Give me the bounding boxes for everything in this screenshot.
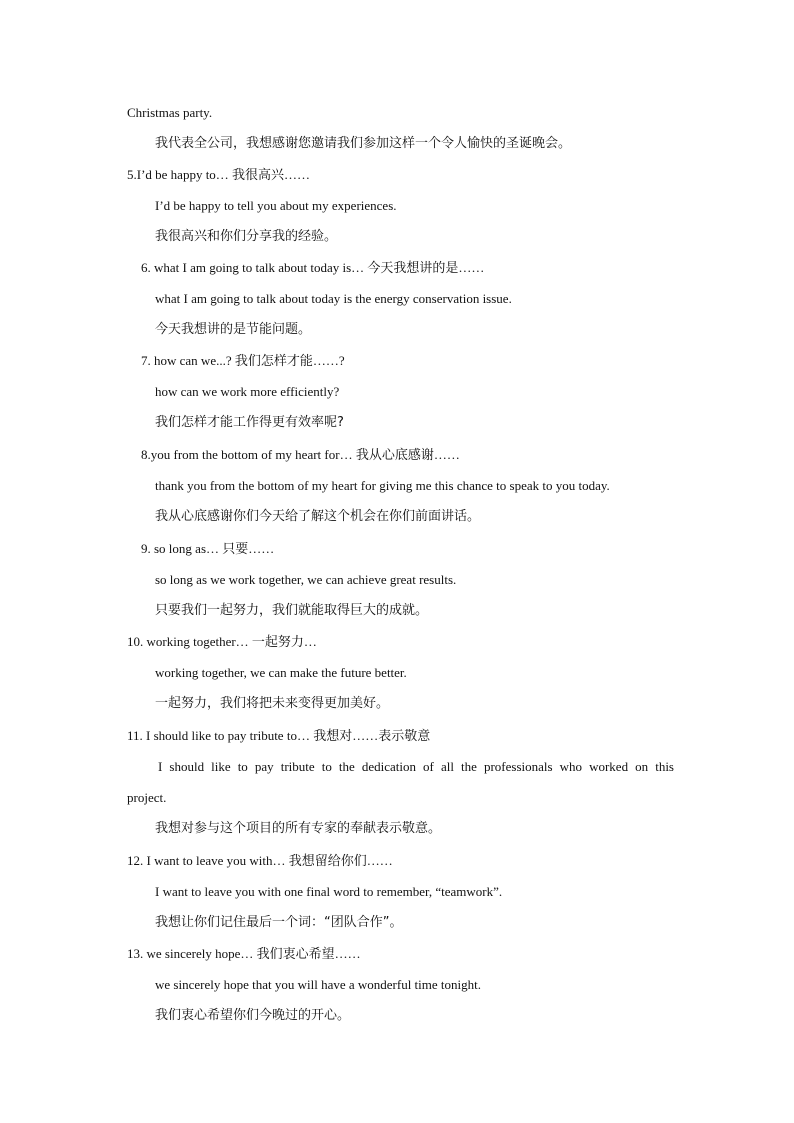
phrase-heading: 9. so long as… 只要…… bbox=[141, 541, 275, 556]
example-translation: 今天我想讲的是节能问题。 bbox=[155, 322, 312, 337]
example-sentence: thank you from the bottom of my heart for giving me this chance to speak to you today. bbox=[155, 478, 610, 493]
example-sentence: working together, we can make the future better. bbox=[155, 665, 407, 680]
phrase-heading: 8.you from the bottom of my heart for… 我从心底感谢…… bbox=[141, 447, 460, 462]
phrase-heading: 6. what I am going to talk about today is… 今天我想讲的是…… bbox=[141, 260, 485, 275]
phrase-heading: 13. we sincerely hope… 我们衷心希望…… bbox=[127, 946, 361, 961]
example-translation: 我们衷心希望你们今晚过的开心。 bbox=[155, 1008, 351, 1023]
phrase-heading: 12. I want to leave you with… 我想留给你们…… bbox=[127, 853, 393, 868]
text-line: 我代表全公司，我想感谢您邀请我们参加这样一个令人愉快的圣诞晚会。 bbox=[155, 136, 572, 151]
example-translation: 我想让你们记住最后一个词：“团队合作”。 bbox=[155, 915, 403, 930]
phrase-heading: 11. I should like to pay tribute to… 我想对……表示敬意 bbox=[127, 728, 431, 743]
example-translation: 一起努力，我们将把未来变得更加美好。 bbox=[155, 696, 390, 711]
example-translation: 我想对参与这个项目的所有专家的奉献表示敬意。 bbox=[155, 821, 442, 836]
example-translation: 我很高兴和你们分享我的经验。 bbox=[155, 229, 338, 244]
example-sentence: we sincerely hope that you will have a wonderful time tonight. bbox=[155, 977, 481, 992]
example-sentence: so long as we work together, we can achieve great results. bbox=[155, 572, 457, 587]
example-sentence: I’d be happy to tell you about my experiences. bbox=[155, 198, 397, 213]
phrase-heading: 7. how can we...? 我们怎样才能……? bbox=[141, 353, 345, 368]
example-translation: 我们怎样才能工作得更有效率呢? bbox=[155, 415, 344, 430]
example-translation: 只要我们一起努力，我们就能取得巨大的成就。 bbox=[155, 603, 429, 618]
text-line: Christmas party. bbox=[127, 105, 213, 120]
example-sentence: how can we work more efficiently? bbox=[155, 384, 340, 399]
example-sentence: I should like to pay tribute to the dedication of all the professionals who worked on this bbox=[158, 759, 674, 774]
example-sentence: I want to leave you with one final word to remember, “teamwork”. bbox=[155, 884, 503, 899]
example-sentence: what I am going to talk about today is the energy conservation issue. bbox=[155, 291, 512, 306]
example-sentence-continued: project. bbox=[127, 790, 167, 805]
phrase-heading: 10. working together… 一起努力… bbox=[127, 634, 317, 649]
phrase-heading: 5.I’d be happy to… 我很高兴…… bbox=[127, 167, 311, 182]
example-translation: 我从心底感谢你们今天给了解这个机会在你们前面讲话。 bbox=[155, 509, 481, 524]
